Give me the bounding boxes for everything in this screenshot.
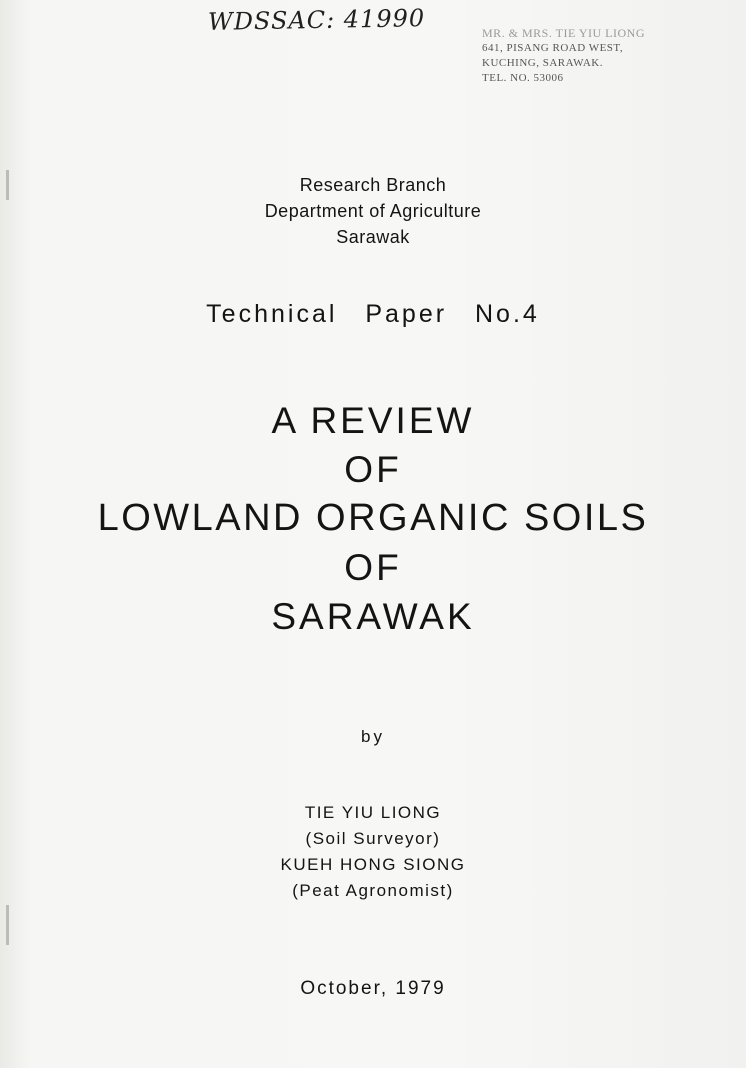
institution-branch: Research Branch [299, 175, 447, 195]
stamp-line: KUCHING, SARAWAK. [482, 57, 603, 69]
stamp-line: 641, PISANG ROAD WEST, [482, 42, 624, 54]
title-line: A REVIEW [271, 400, 475, 441]
publication-date: October, 1979 [300, 978, 446, 999]
by-label: by [361, 727, 385, 746]
document-title [0, 396, 746, 641]
page-edge-mark [6, 905, 9, 945]
author-name: TIE YIU LIONG [304, 803, 442, 822]
institution-region: Sarawak [336, 227, 410, 247]
owner-address-stamp [482, 26, 732, 86]
institution-department: Department of Agriculture [264, 201, 482, 221]
title-line: SARAWAK [271, 596, 475, 637]
author-role: (Peat Agronomist) [292, 881, 454, 900]
title-line: LOWLAND ORGANIC SOILS [97, 497, 649, 539]
series-label: Technical Paper No.4 [206, 300, 540, 328]
stamp-line: MR. & MRS. TIE YIU LIONG [482, 26, 646, 40]
handwritten-accession-note: WDSSAC: 41990 [207, 4, 426, 36]
stamp-line: TEL. NO. 53006 [482, 72, 564, 84]
title-line: OF [344, 547, 402, 588]
title-line: OF [344, 449, 402, 490]
author-name: KUEH HONG SIONG [280, 855, 466, 874]
author-role: (Soil Surveyor) [305, 829, 441, 848]
authors-block [0, 800, 746, 904]
institution-block [0, 172, 746, 250]
